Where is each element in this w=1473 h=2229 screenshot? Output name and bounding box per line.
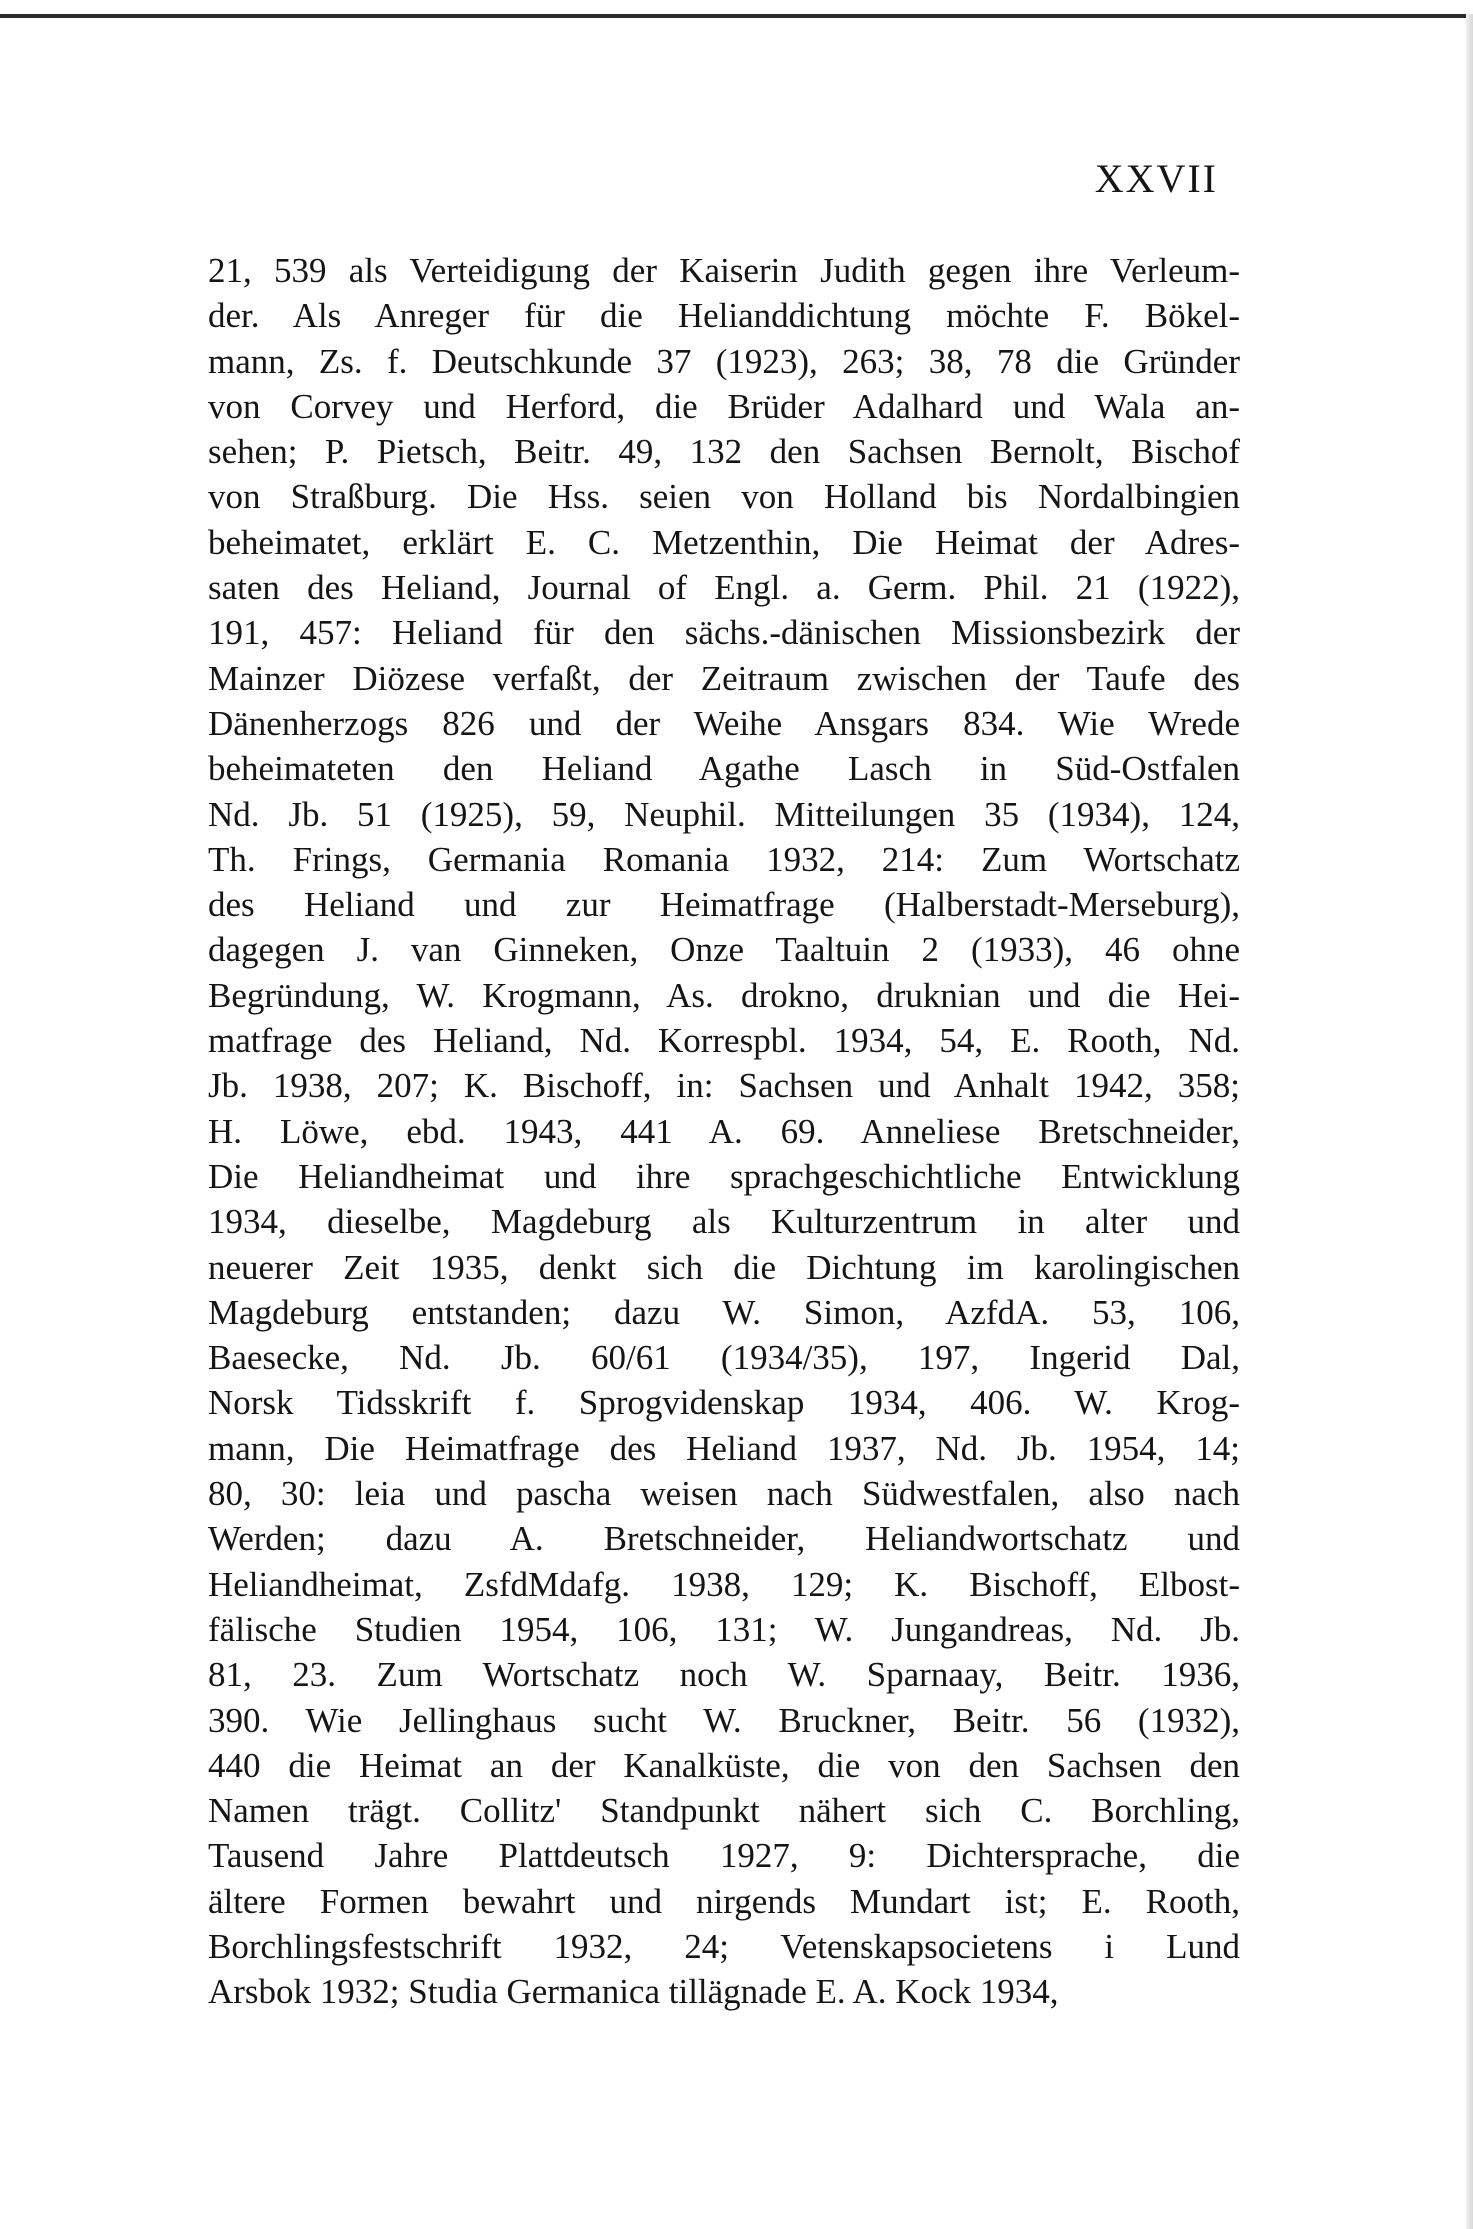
text-line: Werden; dazu A. Bretschneider, Heliandwortschatz und bbox=[208, 1519, 1240, 1559]
text-line: 21, 539 als Verteidigung der Kaiserin Judith gegen ihre Verleum- bbox=[208, 251, 1240, 290]
text-line: sehen; P. Pietsch, Beitr. 49, 132 den Sachsen Bernolt, Bischof bbox=[208, 432, 1240, 472]
text-line: 81, 23. Zum Wortschatz noch W. Sparnaay, Beitr. 1936, bbox=[208, 1655, 1240, 1695]
text-line: ältere Formen bewahrt und nirgends Mundart ist; E. Rooth, bbox=[208, 1881, 1240, 1921]
text-line: Magdeburg entstanden; dazu W. Simon, AzfdA. 53, 106, bbox=[208, 1292, 1240, 1332]
text-line: neuerer Zeit 1935, denkt sich die Dichtung im karolingischen bbox=[208, 1247, 1240, 1287]
text-line: Heliandheimat, ZsfdMdafg. 1938, 129; K. Bischoff, Elbost- bbox=[208, 1564, 1240, 1604]
text-line: Baesecke, Nd. Jb. 60/61 (1934/35), 197, Ingerid Dal, bbox=[208, 1338, 1240, 1378]
text-line: Jb. 1938, 207; K. Bischoff, in: Sachsen und Anhalt 1942, 358; bbox=[208, 1066, 1240, 1106]
text-line: Mainzer Diözese verfaßt, der Zeitraum zwischen der Taufe des bbox=[208, 658, 1240, 698]
text-line: 191, 457: Heliand für den sächs.-dänischen Missionsbezirk der bbox=[208, 613, 1240, 653]
text-line: der. Als Anreger für die Helianddichtung möchte F. Bökel- bbox=[208, 296, 1240, 336]
text-line: Die Heliandheimat und ihre sprachgeschichtliche Entwicklung bbox=[208, 1156, 1240, 1196]
text-line: Tausend Jahre Plattdeutsch 1927, 9: Dichtersprache, die bbox=[208, 1836, 1240, 1876]
text-line: beheimatet, erklärt E. C. Metzenthin, Die Heimat der Adres- bbox=[208, 522, 1240, 562]
page-top-edge bbox=[0, 14, 1473, 18]
text-line: Th. Frings, Germania Romania 1932, 214: Zum Wortschatz bbox=[208, 839, 1240, 879]
text-line: des Heliand und zur Heimatfrage (Halberstadt-Merseburg), bbox=[208, 885, 1240, 925]
text-line: Arsbok 1932; Studia Germanica tillägnade E. A. Kock 1934, bbox=[208, 1972, 1059, 2012]
body-text bbox=[208, 248, 1240, 2015]
page-number: XXVII bbox=[1094, 156, 1218, 201]
text-line: Dänenherzogs 826 und der Weihe Ansgars 834. Wie Wrede bbox=[208, 703, 1240, 743]
text-line: fälische Studien 1954, 106, 131; W. Jungandreas, Nd. Jb. bbox=[208, 1609, 1240, 1649]
text-line: mann, Die Heimatfrage des Heliand 1937, Nd. Jb. 1954, 14; bbox=[208, 1428, 1240, 1468]
text-line: 390. Wie Jellinghaus sucht W. Bruckner, Beitr. 56 (1932), bbox=[208, 1700, 1240, 1740]
text-line: 440 die Heimat an der Kanalküste, die von den Sachsen den bbox=[208, 1745, 1240, 1785]
text-line: matfrage des Heliand, Nd. Korrespbl. 1934, 54, E. Rooth, Nd. bbox=[208, 1021, 1240, 1061]
text-line: Borchlingsfestschrift 1932, 24; Vetenskapsocietens i Lund bbox=[208, 1926, 1240, 1966]
text-line: Norsk Tidsskrift f. Sprogvidenskap 1934, 406. W. Krog- bbox=[208, 1383, 1240, 1423]
text-line: beheimateten den Heliand Agathe Lasch in Süd-Ostfalen bbox=[208, 749, 1240, 789]
text-line: saten des Heliand, Journal of Engl. a. Germ. Phil. 21 (1922), bbox=[208, 568, 1240, 608]
text-line: 1934, dieselbe, Magdeburg als Kulturzentrum in alter und bbox=[208, 1202, 1240, 1242]
text-line: Nd. Jb. 51 (1925), 59, Neuphil. Mitteilungen 35 (1934), 124, bbox=[208, 794, 1240, 834]
text-line: Namen trägt. Collitz' Standpunkt nähert sich C. Borchling, bbox=[208, 1791, 1240, 1831]
page-right-edge bbox=[1466, 14, 1473, 2229]
text-line: mann, Zs. f. Deutschkunde 37 (1923), 263; 38, 78 die Gründer bbox=[208, 341, 1240, 381]
text-line: dagegen J. van Ginneken, Onze Taaltuin 2 (1933), 46 ohne bbox=[208, 930, 1240, 970]
text-line: von Straßburg. Die Hss. seien von Holland bis Nordalbingien bbox=[208, 477, 1240, 517]
text-line: 80, 30: leia und pascha weisen nach Südwestfalen, also nach bbox=[208, 1474, 1240, 1514]
text-line: Begründung, W. Krogmann, As. drokno, druknian und die Hei- bbox=[208, 975, 1240, 1015]
text-line: H. Löwe, ebd. 1943, 441 A. 69. Anneliese Bretschneider, bbox=[208, 1111, 1240, 1151]
text-line: von Corvey und Herford, die Brüder Adalhard und Wala an- bbox=[208, 386, 1240, 426]
